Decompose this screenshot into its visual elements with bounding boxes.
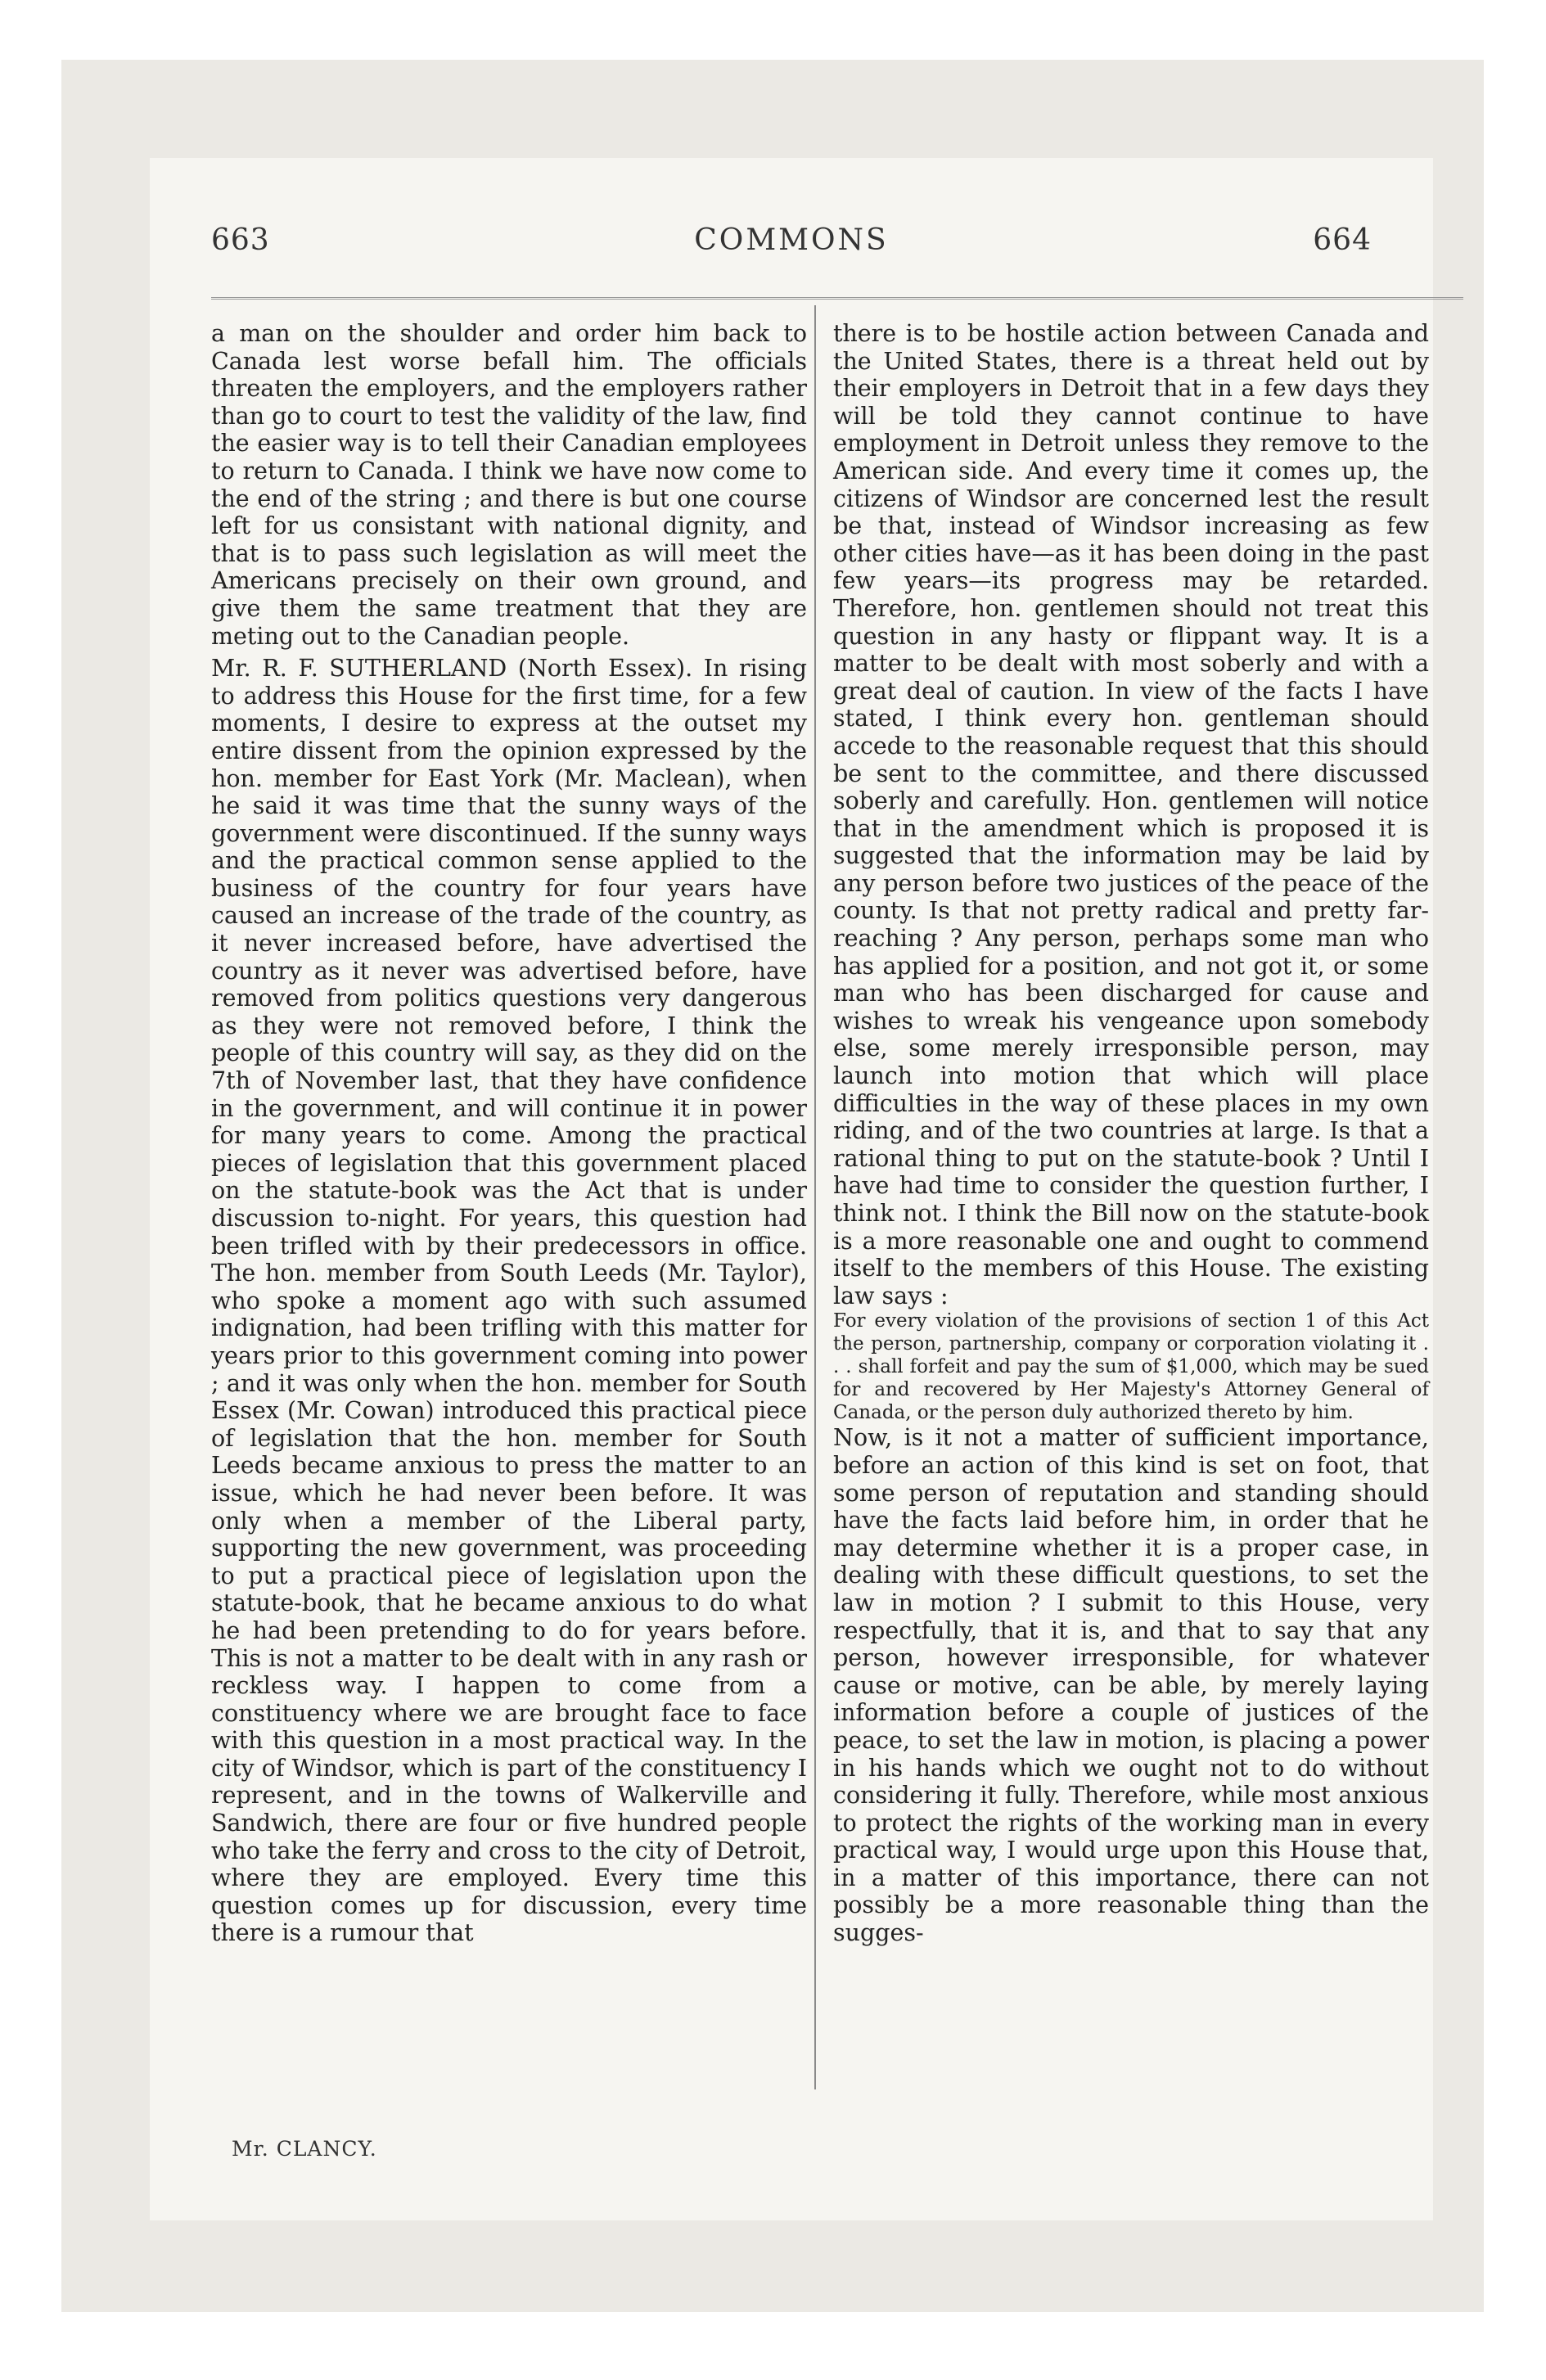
page-title: COMMONS xyxy=(694,223,889,257)
column-divider xyxy=(814,305,816,2089)
speaker-footer: Mr. CLANCY. xyxy=(232,2137,377,2161)
header-rule xyxy=(211,297,1463,300)
page-header xyxy=(150,158,1433,257)
law-quotation: For every violation of the provisions of section 1 of this Act the person, partnership, company or corporation violating it . . . shall forfeit and pay the sum of $1,000, which may be sued for and recovered by Her Majesty's Attorney General of Canada, or the person duly authorized thereto by him. xyxy=(833,1310,1429,1424)
right-paragraph-1: there is to be hostile action between Canada and the United States, there is a threat held out by their employers in Detroit that in a few days they will be told they cannot continue to have employment in Detroit unless they remove to the American side. And every time it comes up, the citizens of Windsor are concerned lest the result be that, instead of Windsor increasing as few other cities have—as it has been doing in the past few years—its progress may be retarded. Therefore, hon. gentlemen should not treat this question in any hasty or flippant way. It is a matter to be dealt with most soberly and with a great deal of caution. In view of the facts I have stated, I think every hon. gentleman should accede to the reasonable request that this should be sent to the committee, and there discussed soberly and carefully. Hon. gentlemen will notice that in the amendment which is proposed it is suggested that the information may be laid by any person before two justices of the peace of the county. Is that not pretty radical and pretty far-reaching ? Any person, perhaps some man who has applied for a position, and not got it, or some man who has been discharged for cause and wishes to wreak his vengeance upon somebody else, some merely irresponsible person, may launch into motion that which will place difficulties in the way of these places in my own riding, and of the two countries at large. Is that a rational thing to put on the statute-book ? Until I have had time to consider the question further, I think not. I think the Bill now on the statute-book is a more reasonable one and ought to commend itself to the members of this House. The existing law says : xyxy=(833,320,1429,1309)
hansard-page xyxy=(150,158,1433,2220)
left-paragraph-2: Mr. R. F. SUTHERLAND (North Essex). In rising to address this House for the first time, for a few moments, I desire to express at the outset my entire dissent from the opinion expressed by the hon. member for East York (Mr. Maclean), when he said it was time that the sunny ways of the government were discontinued. If the sunny ways and the practical common sense applied to the business of the country for four years have caused an increase of the trade of the country, as it never increased before, have advertised the country as it never was advertised before, have removed from politics questions very dangerous as they were not removed before, I think the people of this country will say, as they did on the 7th of November last, that they have confidence in the government, and will continue it in power for many years to come. Among the practical pieces of legislation that this government placed on the statute-book was the Act that is under discussion to-night. For years, this question had been trifled with by their predecessors in office. The hon. member from South Leeds (Mr. Taylor), who spoke a moment ago with such assumed indignation, had been trifling with this matter for years prior to this government coming into power ; and it was only when the hon. member for South Essex (Mr. Cowan) introduced this practical piece of legislation that the hon. member for South Leeds became anxious to press the matter to an issue, which he had never been before. It was only when a member of the Liberal party, supporting the new government, was proceeding to put a practical piece of legislation upon the statute-book, that he became anxious to do what he had been pretending to do for years before. This is not a matter to be dealt with in any rash or reckless way. I happen to come from a constituency where we are brought face to face with this question in a most practical way. In the city of Windsor, which is part of the constituency I represent, and in the towns of Walkerville and Sandwich, there are four or five hundred people who take the ferry and cross to the city of Detroit, where they are employed. Every time this question comes up for discussion, every time there is a rumour that xyxy=(211,655,807,1947)
right-paragraph-2: Now, is it not a matter of sufficient importance, before an action of this kind is set on foot, that some person of reputation and standing should have the facts laid before him, in order that he may determine whether it is a proper case, in dealing with these difficult questions, to set the law in motion ? I submit to this House, very respectfully, that it is, and that to say that any person, however irresponsible, for whatever cause or motive, can be able, by merely laying information before a couple of justices of the peace, to set the law in motion, is placing a power in his hands which we ought not to do without considering it fully. Therefore, while most anxious to protect the rights of the working man in every practical way, I would urge upon this House that, in a matter of this importance, there can not possibly be a more reasonable thing than the sugges- xyxy=(833,1424,1429,1947)
page-number-right: 664 xyxy=(1313,223,1372,257)
left-column xyxy=(211,320,807,1947)
page-number-left: 663 xyxy=(211,223,270,257)
left-paragraph-1: a man on the shoulder and order him back to Canada lest worse befall him. The officials threaten the employers, and the employers rather than go to court to test the validity of the law, find the easier way is to tell their Canadian employees to return to Canada. I think we have now come to the end of the string ; and there is but one course left for us consistant with national dignity, and that is to pass such legislation as will meet the Americans precisely on their own ground, and give them the same treatment that they are meting out to the Canadian people. xyxy=(211,320,807,650)
scan-background xyxy=(61,60,1484,2312)
right-column xyxy=(833,320,1429,1947)
